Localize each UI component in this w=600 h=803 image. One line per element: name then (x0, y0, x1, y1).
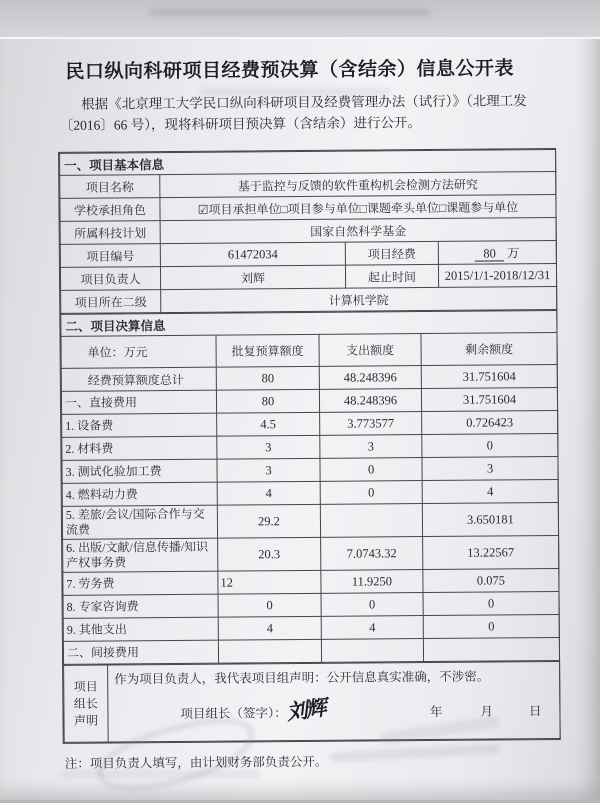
budget-cell-spent (320, 504, 422, 538)
signature-row (114, 695, 551, 725)
declaration-table (63, 661, 561, 743)
budget-cell-spent: 48.248396 (319, 389, 421, 413)
declaration-side-label (64, 665, 109, 742)
period-value: 2015/1/1-2018/12/31 (438, 263, 556, 287)
section-basic-info-title: 一、项目基本信息 (60, 149, 556, 175)
date-month-label: 月 (480, 704, 493, 719)
leader-label: 项目负责人 (60, 267, 160, 291)
budget-row-label: 经费预算额度总计 (61, 367, 216, 391)
date-year-label: 年 (429, 704, 443, 719)
budget-row-label: 2. 材料费 (62, 436, 217, 460)
budget-cell-remaining: 31.751604 (421, 364, 557, 388)
row-school (61, 286, 557, 313)
budget-cell-remaining: 0 (422, 433, 558, 457)
budget-cell-remaining: 0 (423, 614, 559, 638)
funds-unit: 万 (506, 246, 520, 261)
budget-cell-approved: 4.5 (217, 412, 320, 436)
budget-cell-spent: 11.9250 (321, 570, 423, 594)
budget-cell-approved: 29.2 (217, 504, 320, 538)
funds-label: 项目经费 (345, 241, 438, 265)
budget-header-approved: 批复预算额度 (216, 334, 319, 367)
intro-paragraph (60, 90, 556, 136)
declaration-statement: 作为项目负责人，我代表项目组声明：公开信息真实准确，不涉密。 (114, 669, 490, 687)
budget-row-label: 5. 差旅/会议/国际合作与交流费 (62, 505, 217, 539)
budget-cell-approved: 3 (217, 458, 320, 482)
budget-cell-approved: 20.3 (218, 537, 321, 571)
declaration-side-line: 声明 (73, 713, 99, 728)
budget-row-label: 9. 其他支出 (63, 617, 218, 641)
leader-value: 刘辉 (160, 265, 345, 289)
program-label: 所属科技计划 (60, 221, 160, 245)
date-day-label: 日 (528, 704, 542, 719)
funds-value-cell (438, 240, 556, 264)
budget-cell-remaining (423, 637, 559, 661)
budget-row-label: 6. 出版/文献/信息传播/知识产权事务费 (63, 538, 218, 572)
intro-line-1: 根据《北京理工大学民口纵向科研项目及经费管理办法（试行）》（北理工发 (81, 93, 527, 112)
declaration-row (64, 661, 561, 742)
disclosure-form (58, 148, 561, 744)
budget-cell-remaining: 0.726423 (422, 410, 558, 434)
budget-cell-approved: 4 (217, 481, 320, 505)
budget-row-label: 1. 设备费 (62, 413, 217, 437)
budget-cell-spent: 4 (321, 616, 423, 640)
budget-header-spent: 支出额度 (319, 334, 421, 367)
sign-label: 项目组长（签字）： (180, 706, 287, 721)
budget-row-label: 8. 专家咨询费 (63, 594, 218, 618)
project-name-value: 基于监控与反馈的软件重构机会检测方法研究 (160, 171, 556, 197)
basic-info-table (59, 149, 557, 314)
budget-cell-remaining: 3 (422, 456, 558, 480)
budget-cell-spent: 3 (320, 435, 422, 459)
budget-table (60, 310, 560, 665)
intro-line-2: 〔2016〕66 号），现将科研项目预决算（含结余）进行公开。 (59, 115, 422, 133)
declaration-side-line: 组长 (73, 696, 98, 711)
declaration-side-line: 项目 (73, 679, 98, 694)
section-budget-info-title: 二、项目决算信息 (61, 310, 557, 336)
role-label: 学校承担角色 (60, 198, 160, 222)
budget-cell-remaining: 0.075 (423, 568, 559, 592)
budget-row-label: 一、直接费用 (61, 390, 216, 414)
budget-cell-approved: 80 (216, 366, 319, 390)
role-options: ☑项目承担单位□项目参与单位□课题牵头单位□课题参与单位 (160, 194, 556, 220)
budget-row-label: 二、间接费用 (63, 640, 218, 664)
project-number-value: 61472034 (160, 242, 345, 266)
footnote: 注：项目负责人填写，由计划财务部负责公开。 (64, 754, 328, 771)
budget-cell-approved: 80 (216, 389, 319, 413)
budget-cell-remaining: 31.751604 (421, 387, 557, 411)
declaration-body (108, 661, 561, 742)
budget-cell-remaining: 3.650181 (422, 502, 558, 536)
budget-cell-spent (321, 639, 423, 663)
school-value: 计算机学院 (161, 286, 557, 312)
budget-cell-spent: 0 (321, 593, 423, 617)
budget-row-publication (63, 535, 559, 572)
budget-cell-spent: 0 (320, 458, 422, 482)
budget-row-label: 4. 燃料动力费 (62, 482, 217, 506)
budget-cell-remaining: 0 (423, 591, 559, 615)
funds-amount: 80 (475, 246, 504, 261)
budget-cell-approved: 12 (218, 570, 321, 594)
budget-cell-approved: 0 (218, 593, 321, 617)
budget-cell-remaining: 4 (422, 479, 558, 503)
budget-cell-remaining: 13.22567 (423, 535, 559, 569)
period-label: 起止时间 (345, 264, 438, 288)
budget-header-row (61, 332, 557, 368)
program-value: 国家自然科学基金 (160, 217, 556, 243)
school-label: 项目所在二级 (61, 290, 161, 314)
budget-cell-spent: 48.248396 (319, 366, 421, 390)
project-number-label: 项目编号 (60, 244, 160, 268)
budget-row-indirect (63, 637, 559, 664)
budget-cell-approved: 3 (217, 435, 320, 459)
budget-header-remaining: 剩余额度 (421, 332, 557, 365)
budget-cell-approved (218, 639, 321, 663)
budget-row-label: 3. 测试化验加工费 (62, 459, 217, 483)
budget-cell-spent: 7.0743.32 (321, 537, 423, 571)
budget-row-travel (62, 502, 558, 539)
budget-row-label: 7. 劳务费 (63, 571, 218, 595)
leader-signature: 刘辉 (287, 695, 328, 725)
page-title: 民口纵向科研项目经费预决算（含结余）信息公开表 (65, 58, 515, 83)
budget-cell-approved: 4 (218, 616, 321, 640)
project-name-label: 项目名称 (60, 175, 160, 199)
budget-cell-spent: 3.773577 (320, 412, 422, 436)
budget-cell-spent: 0 (320, 481, 422, 505)
budget-header-unit: 单位：万元 (61, 335, 216, 368)
